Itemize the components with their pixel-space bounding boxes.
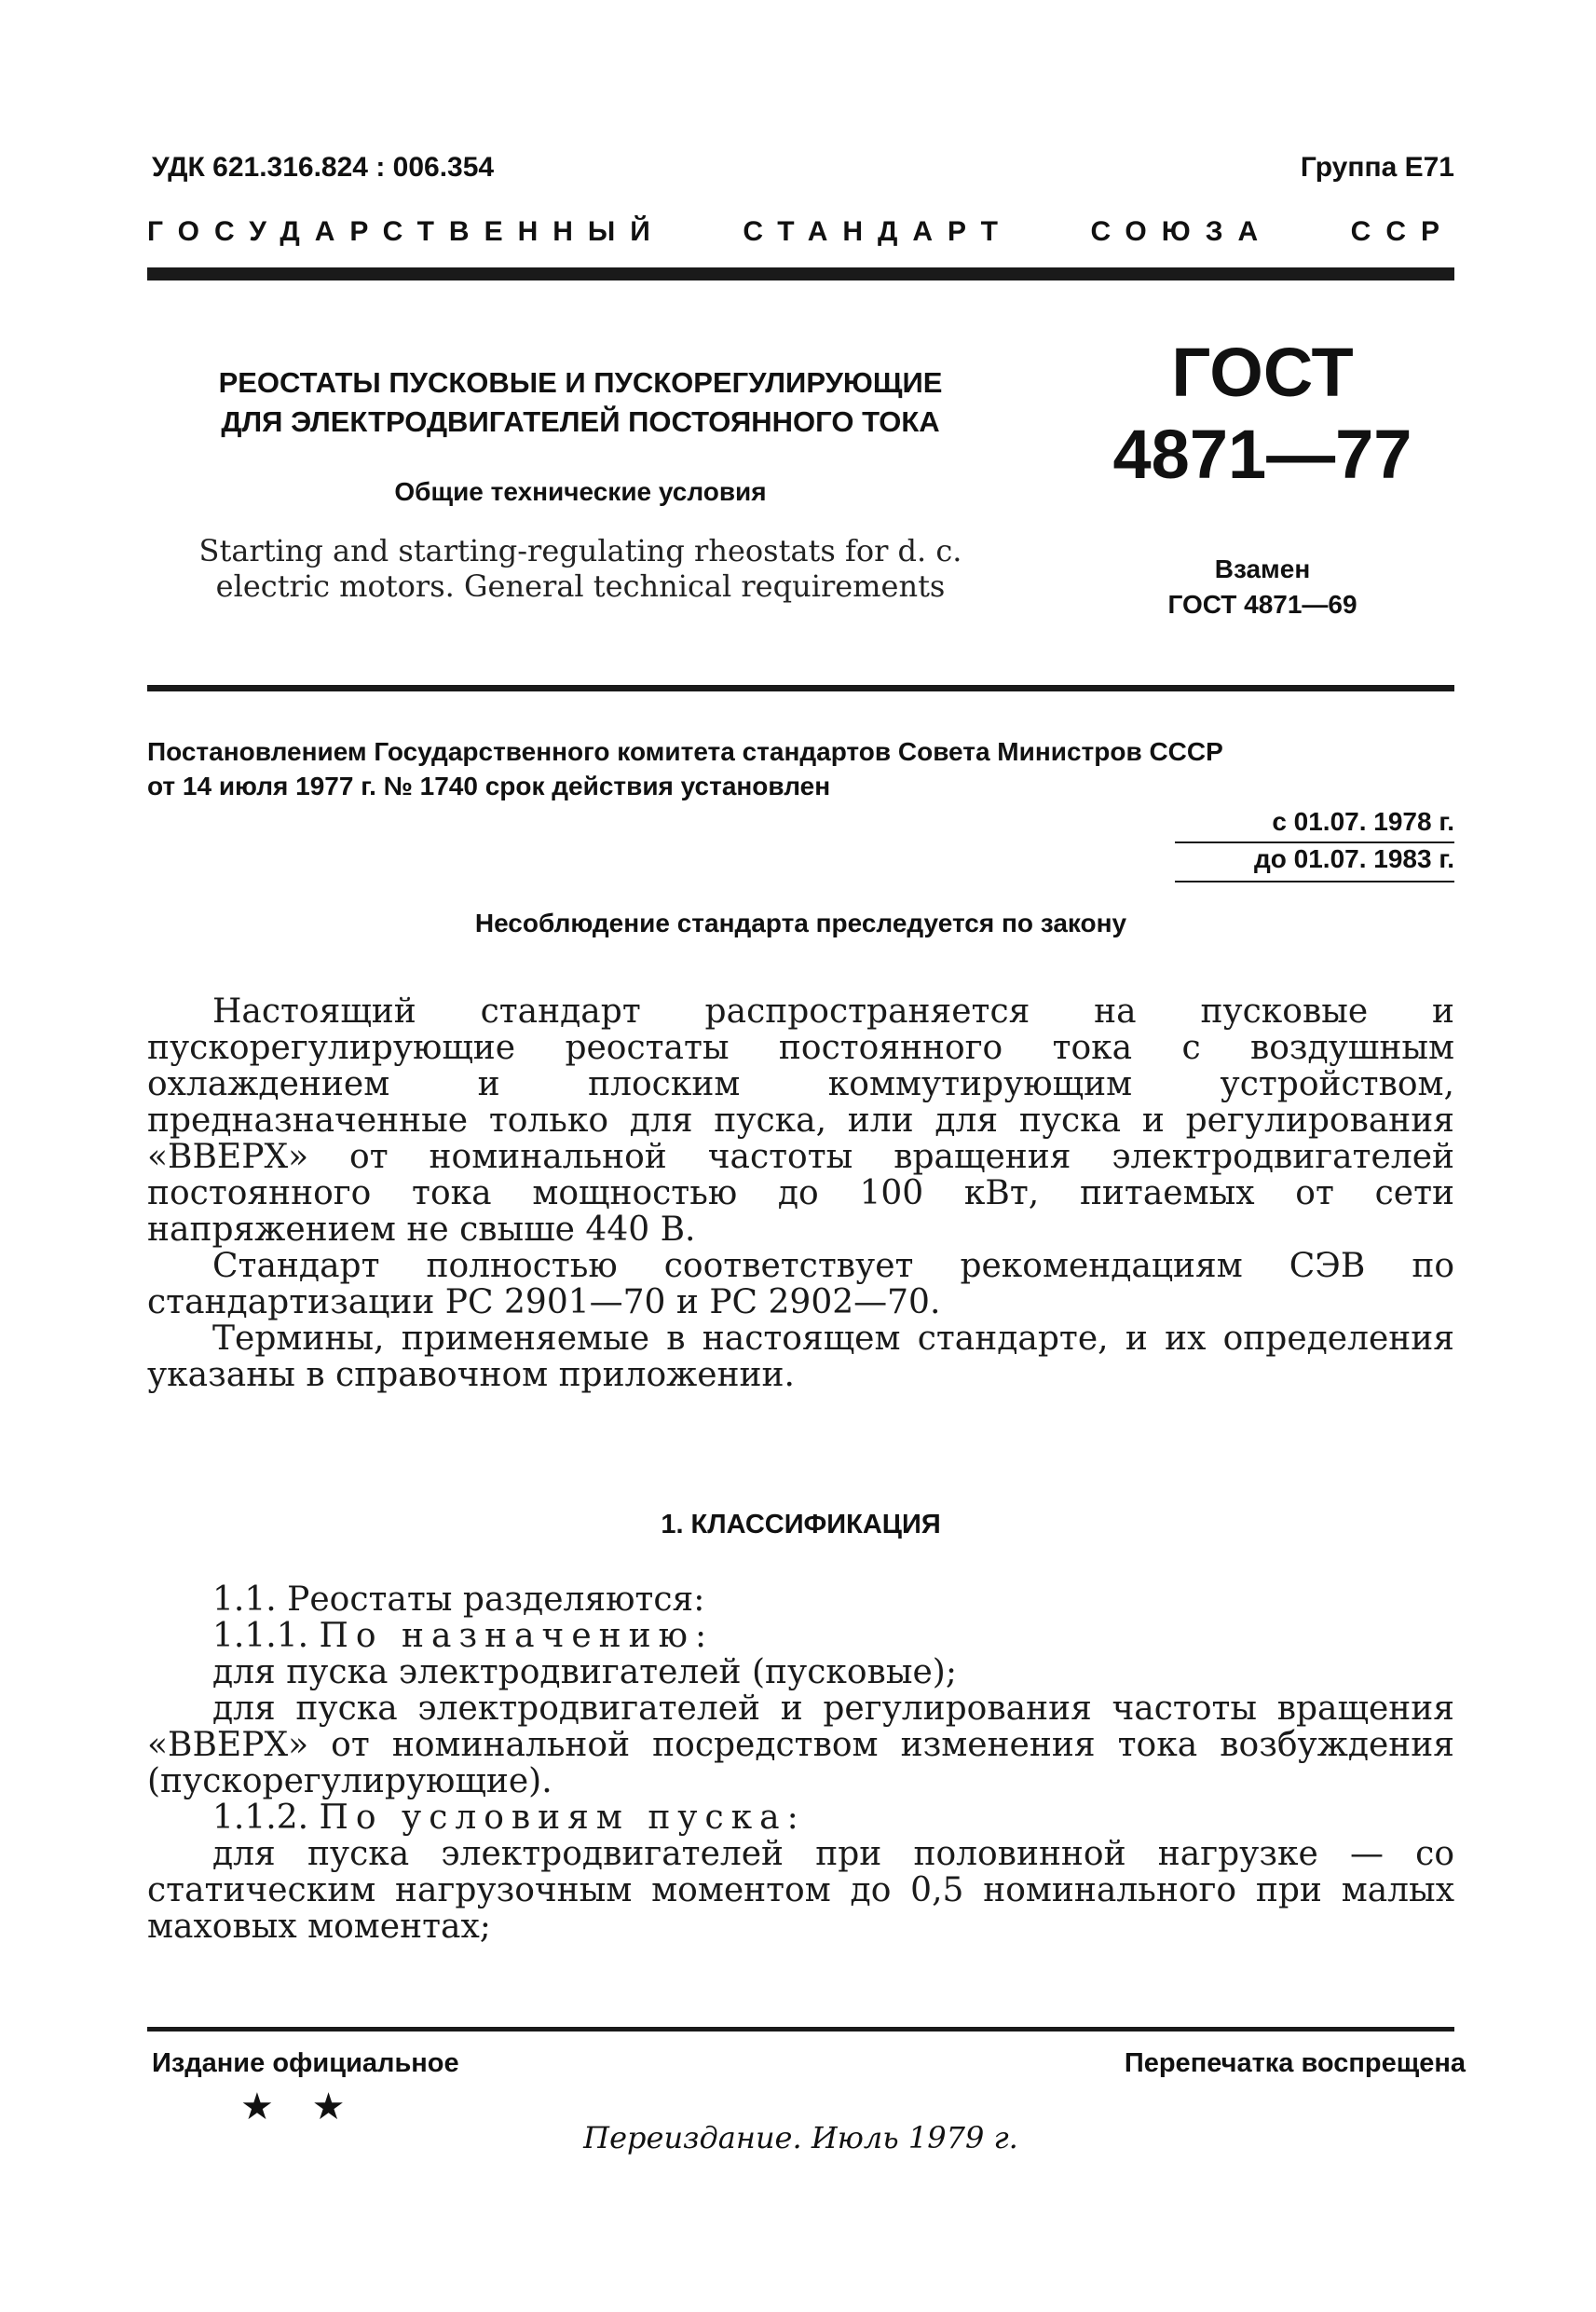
english-title [147, 533, 1014, 604]
date-to: до 01.07. 1983 г. [1254, 844, 1454, 873]
title-line-1: РЕОСТАТЫ ПУСКОВЫЕ И ПУСКОРЕГУЛИРУЮЩИЕ [218, 366, 943, 399]
clause-title: По назначению: [319, 1617, 715, 1655]
document-title [147, 363, 1014, 442]
english-title-line-1: Starting and starting-regulating rheostats for d. c. [198, 533, 962, 568]
clause-number: 1.1.1. [212, 1617, 309, 1655]
intro-paragraph-2: Стандарт полностью соответствует рекомендациям СЭВ по стандартизации РС 2901—70 и РС 2902—70. [147, 1247, 1454, 1321]
date-underline [1175, 881, 1454, 882]
document-subtitle: Общие технические условия [394, 477, 767, 506]
gost-number: 4871—77 [1112, 416, 1412, 493]
intro-paragraph-3: Термины, применяемые в настоящем стандарте, и их определения указаны в справочном приложении. [147, 1320, 1454, 1394]
decree-text [147, 734, 1454, 803]
reprint-prohibited: Перепечатка воспрещена [1124, 2048, 1466, 2078]
footer-rule [147, 2027, 1454, 2032]
clause-title: По условиям пуска: [319, 1799, 806, 1837]
date-divider [1175, 841, 1454, 843]
clause-1-1: 1.1. Реостаты разделяются: [212, 1580, 705, 1619]
gost-designation [1109, 332, 1416, 496]
intro-paragraph-1: Настоящий стандарт распространяется на пусковые и пускорегулирующие реостаты постоянного тока с воздушным охлаждением и плоским коммутирующим устройством, предназначенные только для пуска, или для пуска и регулирования «ВВЕРХ» от номинальной частоты вращения электродвигателей постоянного тока мощностью до 100 кВт, питаемых от сети напряжением не свыше 440 В. [147, 992, 1454, 1249]
udk-code: УДК 621.316.824 : 006.354 [152, 152, 495, 183]
replaced-standard [1109, 552, 1416, 622]
date-from: с 01.07. 1978 г. [1272, 807, 1454, 836]
clause-item: для пуска электродвигателей и регулирования частоты вращения «ВВЕРХ» от номинальной посредством изменения тока возбуждения (пускорегулирующие). [147, 1690, 1454, 1800]
replaced-number: ГОСТ 4871—69 [1167, 590, 1357, 619]
title-line-2: ДЛЯ ЭЛЕКТРОДВИГАТЕЛЕЙ ПОСТОЯННОГО ТОКА [221, 405, 940, 438]
state-standard-heading: ГОСУДАРСТВЕННЫЙ СТАНДАРТ СОЮЗА ССР [147, 216, 1454, 247]
decree-line-2: от 14 июля 1977 г. № 1740 срок действия установлен [147, 772, 831, 800]
gost-label: ГОСТ [1171, 334, 1354, 411]
validity-dates [1194, 803, 1454, 878]
intro-text [147, 993, 1454, 1393]
official-edition: Издание официальное [152, 2048, 459, 2078]
english-title-line-2: electric motors. General technical requirements [215, 568, 946, 604]
clause-1-1-1 [147, 1618, 1454, 1654]
group-code: Группа Е71 [1300, 152, 1454, 183]
clause-1-1-2 [147, 1799, 1454, 1836]
replaced-label: Взамен [1214, 554, 1311, 583]
clause-item: для пуска электродвигателей при половинной нагрузке — со статическим нагрузочным моментом до 0,5 номинального при малых маховых моментах; [147, 1835, 1454, 1946]
section-heading: 1. КЛАССИФИКАЦИЯ [661, 1510, 941, 1539]
section-1-text [147, 1581, 1454, 1945]
clause-item: для пуска электродвигателей (пусковые); [212, 1653, 957, 1691]
legal-warning: Несоблюдение стандарта преследуется по закону [474, 909, 1127, 937]
header-rule [147, 267, 1454, 280]
decree-line-1: Постановлением Государственного комитета стандартов Совета Министров СССР [147, 737, 1223, 766]
title-rule [147, 685, 1454, 691]
clause-number: 1.1.2. [212, 1799, 309, 1837]
stars-mark: ★ ★ [240, 2086, 359, 2128]
reissue-note: Переиздание. Июль 1979 г. [583, 2120, 1018, 2155]
